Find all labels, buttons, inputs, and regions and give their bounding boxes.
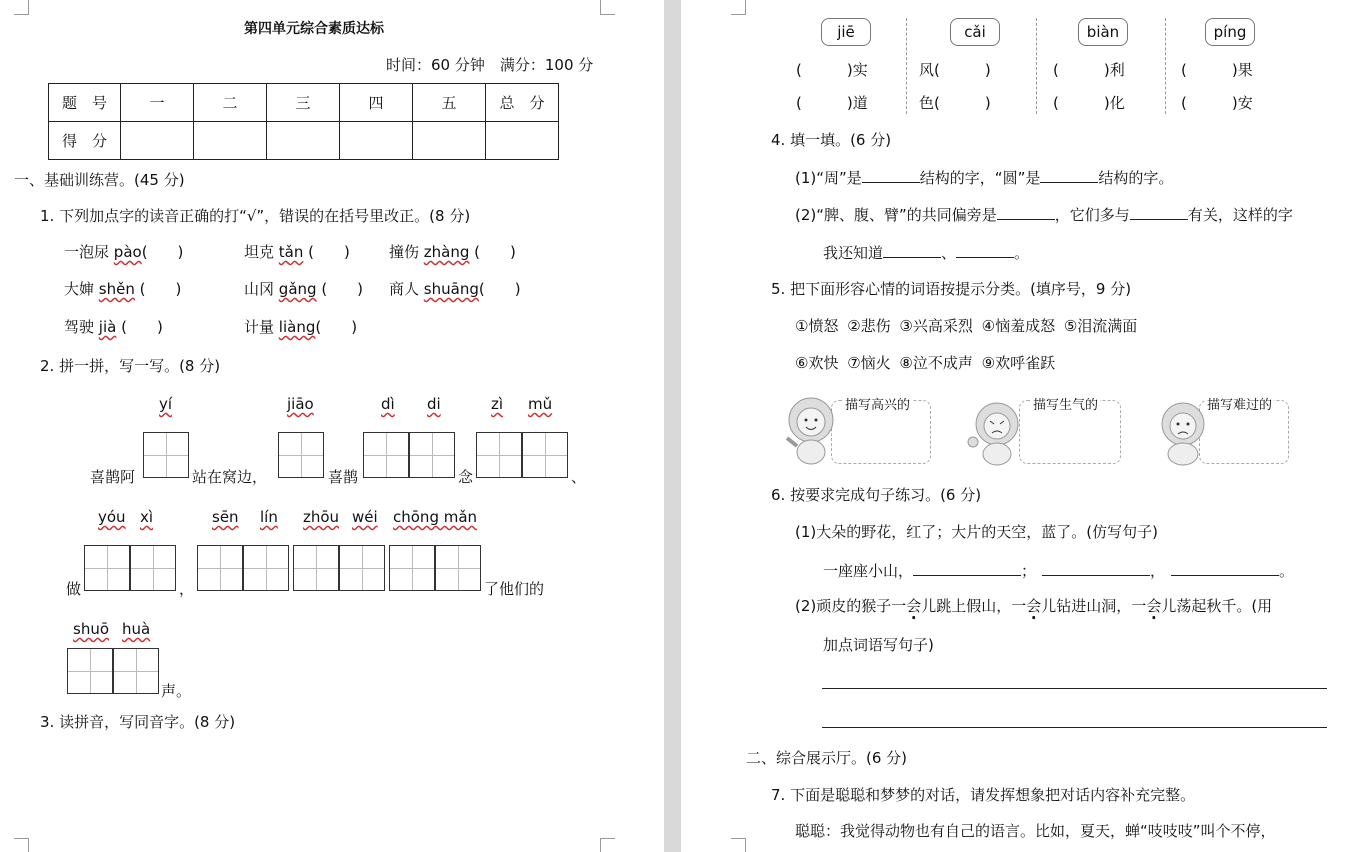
divider: [1165, 18, 1166, 114]
pinyin-label: chōng mǎn: [393, 508, 478, 526]
crop-mark: [731, 0, 746, 15]
text: (1)“周”是: [795, 169, 862, 187]
answer-blank[interactable]: [956, 241, 1014, 258]
answer-blank[interactable]: [1130, 203, 1188, 220]
pinyin-pill: biàn: [1078, 18, 1128, 46]
table-cell: 四: [340, 84, 413, 122]
category-label: 描写难过的: [1205, 394, 1274, 413]
table-cell: 得 分: [49, 122, 121, 160]
text: ，: [1150, 562, 1166, 580]
writing-grid-box[interactable]: [197, 545, 243, 591]
writing-grid-box[interactable]: [278, 432, 324, 478]
answer-blank[interactable]: [862, 166, 920, 183]
writing-grid-box[interactable]: [293, 545, 339, 591]
pinyin: shuāng: [423, 280, 479, 298]
answer-paren[interactable]: ( ): [478, 280, 521, 298]
pinyin: zhàng: [423, 243, 470, 261]
writing-grid-box[interactable]: [522, 432, 568, 478]
pinyin-pill: píng: [1205, 18, 1255, 46]
right-page: [681, 0, 1357, 852]
dotted-word: 一会儿: [1131, 597, 1177, 615]
fill-line: [795, 203, 1293, 225]
writing-grid-box[interactable]: [143, 432, 189, 478]
text: 荡起秋千。(用: [1176, 597, 1273, 615]
text: 跳上假山，: [936, 597, 1012, 615]
question-title: 7. 下面是聪聪和梦梦的对话，请发挥想象把对话内容补充完整。: [771, 786, 1196, 804]
pinyin: tǎn: [278, 243, 304, 261]
sentence-text: ，: [179, 580, 195, 598]
pinyin-label: yí: [159, 395, 173, 413]
happy-lion-icon: [783, 394, 843, 468]
writing-grid-box[interactable]: [130, 545, 176, 591]
answer-paren[interactable]: ( ): [303, 243, 350, 261]
writing-grid-box[interactable]: [243, 545, 289, 591]
table-cell: 三: [267, 84, 340, 122]
crop-mark: [731, 838, 746, 852]
category-label: 描写高兴的: [843, 394, 912, 413]
word: 坦克: [244, 243, 275, 261]
text: ，它们多与: [1054, 206, 1130, 224]
pinyin-label: wéi: [352, 508, 378, 526]
text: (2)“脾、腹、臂”的共同偏旁是: [795, 206, 997, 224]
pinyin-label: huà: [122, 620, 151, 638]
table-cell: 题 号: [49, 84, 121, 122]
answer-paren[interactable]: ( ): [316, 280, 364, 298]
section-heading: 二、综合展示厅。(6 分): [746, 749, 908, 767]
page-title: 第四单元综合素质达标: [244, 21, 384, 37]
score-input-cell[interactable]: [121, 122, 194, 160]
pinyin-label: jiāo: [287, 395, 314, 413]
answer-paren[interactable]: ( ): [141, 243, 184, 261]
question-title: 4. 填一填。(6 分): [771, 131, 892, 149]
pinyin-label: mǔ: [528, 395, 553, 413]
homophone-blank[interactable]: ( )安: [1181, 94, 1253, 112]
dialogue-line: 聪聪：我觉得动物也有自己的语言。比如，夏天，蝉“吱吱吱”叫个不停，: [795, 822, 1276, 840]
pinyin-item: [389, 241, 516, 262]
word: 山冈: [244, 280, 275, 298]
answer-blank[interactable]: [913, 559, 1021, 576]
table-cell: 五: [413, 84, 486, 122]
writing-grid-box[interactable]: [113, 648, 159, 694]
sad-lion-icon: [1155, 400, 1211, 468]
text: 有关，这样的字: [1187, 206, 1293, 224]
score-input-cell[interactable]: [267, 122, 340, 160]
section-heading: 一、基础训练营。(45 分): [14, 171, 185, 189]
text: 。: [1279, 562, 1295, 580]
dotted-word: 一会儿: [891, 597, 937, 615]
word: 大婶: [64, 280, 95, 298]
fill-line: [795, 166, 1173, 188]
pinyin-label: yóu: [98, 508, 126, 526]
crop-mark: [600, 838, 615, 852]
pinyin-label: zhōu: [303, 508, 340, 526]
pinyin-label: dì: [381, 395, 395, 413]
pinyin-label: sēn: [212, 508, 239, 526]
pinyin: shěn: [98, 280, 135, 298]
writing-grid-box[interactable]: [476, 432, 522, 478]
word: 商人: [389, 280, 420, 298]
word: 一泡尿: [64, 243, 110, 261]
text: 一座座小山，: [823, 562, 914, 580]
page-gutter: [664, 0, 681, 852]
sentence-prompt: 加点词语写句子): [823, 636, 934, 654]
sentence-text: 做: [66, 580, 82, 598]
sentence-text: 了他们的: [484, 580, 545, 598]
text: 钻进山洞，: [1056, 597, 1132, 615]
homophone-blank[interactable]: ( )实: [796, 61, 868, 79]
pinyin-item: [244, 241, 350, 262]
pinyin-label: zì: [491, 395, 504, 413]
question-title: 3. 读拼音，写同音字。(8 分): [40, 713, 236, 731]
pinyin-item: [64, 278, 181, 299]
answer-line[interactable]: [822, 688, 1327, 689]
question-title: 6. 按要求完成句子练习。(6 分): [771, 486, 982, 504]
writing-grid-box[interactable]: [389, 545, 435, 591]
text: (2)顽皮的猴子: [795, 597, 892, 615]
question-title: 2. 拼一拼，写一写。(8 分): [40, 357, 221, 375]
category-label: 描写生气的: [1031, 394, 1100, 413]
answer-blank[interactable]: [1040, 166, 1098, 183]
pinyin-label: di: [427, 395, 441, 413]
homophone-blank[interactable]: 风( ): [919, 61, 991, 79]
pinyin-label: xì: [140, 508, 154, 526]
pinyin: gǎng: [278, 280, 317, 298]
table-cell: 一: [121, 84, 194, 122]
left-page: [0, 0, 664, 852]
question-title: 5. 把下面形容心情的词语按提示分类。(填序号，9 分): [771, 280, 1132, 298]
sentence-text: 念: [458, 468, 474, 486]
writing-grid-box[interactable]: [435, 545, 481, 591]
table-row: [49, 122, 559, 160]
word: 驾驶: [64, 318, 95, 336]
fill-line: [823, 241, 1029, 263]
question-title: 1. 下列加点字的读音正确的打“√”，错误的在括号里改正。(8 分): [40, 207, 471, 225]
pinyin: jià: [98, 318, 117, 336]
text: ；: [1021, 562, 1037, 580]
word-list: ①愤怒 ②悲伤 ③兴高采烈 ④恼羞成怒 ⑤泪流满面: [795, 317, 1138, 335]
pinyin: liàng: [278, 318, 316, 336]
divider: [906, 18, 907, 114]
table-row: [49, 84, 559, 122]
text: 结构的字。: [1098, 169, 1174, 187]
answer-blank[interactable]: [1042, 559, 1150, 576]
pinyin-item: [244, 316, 357, 337]
score-input-cell[interactable]: [194, 122, 267, 160]
pinyin-label: lín: [260, 508, 278, 526]
time-info: 时间：60 分钟 满分：100 分: [386, 56, 594, 74]
dotted-word: 一会儿: [1011, 597, 1057, 615]
score-input-cell[interactable]: [340, 122, 413, 160]
table-cell: 二: [194, 84, 267, 122]
answer-paren[interactable]: ( ): [469, 243, 516, 261]
homophone-blank[interactable]: ( )果: [1181, 61, 1253, 79]
answer-blank[interactable]: [1171, 559, 1279, 576]
sentence-prompt: (1)大朵的野花，红了；大片的天空，蓝了。(仿写句子): [795, 523, 1158, 541]
divider: [1036, 18, 1037, 114]
text: 。: [1014, 244, 1030, 262]
pinyin-pill: cǎi: [950, 18, 1000, 46]
answer-paren[interactable]: ( ): [116, 318, 163, 336]
answer-blank[interactable]: [997, 203, 1055, 220]
pinyin-item: [64, 316, 163, 337]
pinyin-label: shuō: [73, 620, 110, 638]
homophone-blank[interactable]: 色( ): [919, 94, 991, 112]
writing-grid-box[interactable]: [84, 545, 130, 591]
answer-blank[interactable]: [883, 241, 941, 258]
text: 我还知道: [823, 244, 884, 262]
word: 计量: [244, 318, 275, 336]
text: 、: [941, 244, 957, 262]
pinyin-pill: jiē: [821, 18, 871, 46]
crop-mark: [14, 0, 29, 15]
angry-lion-icon: [965, 400, 1027, 468]
sentence-text: 喜鹊: [328, 468, 359, 486]
homophone-blank[interactable]: ( )化: [1053, 94, 1125, 112]
pinyin-item: [244, 278, 363, 299]
fill-line: [823, 559, 1294, 581]
homophone-blank[interactable]: ( )利: [1053, 61, 1125, 79]
answer-paren[interactable]: ( ): [315, 318, 358, 336]
writing-grid-box[interactable]: [363, 432, 409, 478]
sentence-text: 喜鹊阿: [90, 468, 136, 486]
answer-line[interactable]: [822, 727, 1327, 728]
sentence-text: 、: [571, 468, 587, 486]
text: 结构的字，“圆”是: [919, 169, 1041, 187]
sentence-text: 声。: [161, 682, 192, 700]
score-input-cell[interactable]: [486, 122, 559, 160]
pinyin-item: [64, 241, 183, 262]
word-list: ⑥欢快 ⑦恼火 ⑧泣不成声 ⑨欢呼雀跃: [795, 354, 1056, 372]
writing-grid-box[interactable]: [67, 648, 113, 694]
score-input-cell[interactable]: [413, 122, 486, 160]
crop-mark: [14, 838, 29, 852]
word: 撞伤: [389, 243, 420, 261]
pinyin-item: [389, 278, 521, 299]
pinyin: pào: [113, 243, 142, 261]
writing-grid-box[interactable]: [339, 545, 385, 591]
writing-grid-box[interactable]: [409, 432, 455, 478]
sentence-prompt: [795, 595, 1272, 616]
table-cell: 总 分: [486, 84, 559, 122]
crop-mark: [600, 0, 615, 15]
answer-paren[interactable]: ( ): [134, 280, 182, 298]
score-table: [48, 83, 559, 160]
sentence-text: 站在窝边，: [192, 468, 268, 486]
homophone-blank[interactable]: ( )道: [796, 94, 868, 112]
